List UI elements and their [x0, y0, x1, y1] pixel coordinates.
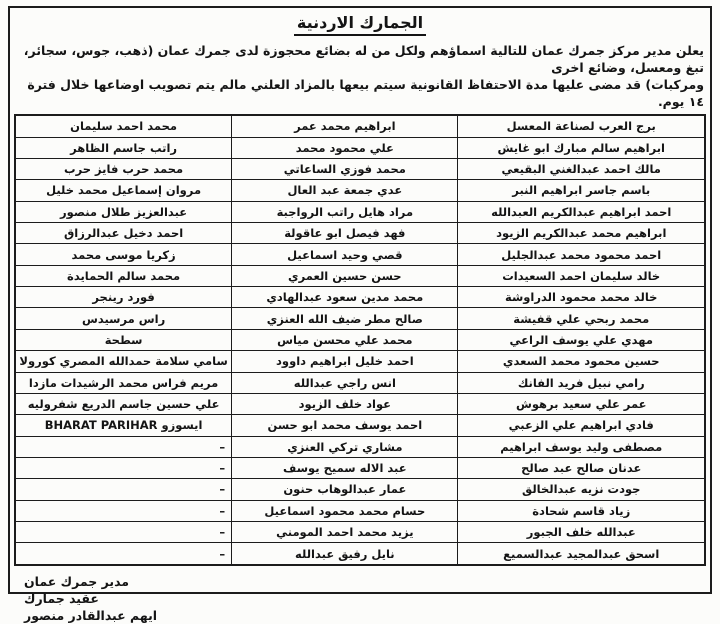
name-cell: – — [15, 543, 232, 565]
name-cell: حسام محمد محمود اسماعيل — [232, 500, 458, 521]
table-row — [15, 329, 705, 350]
title-row — [14, 13, 706, 36]
name-cell: عواد خلف الزيود — [232, 393, 458, 414]
name-cell: حسين محمود محمد السعدي — [458, 351, 705, 372]
table-row — [15, 180, 705, 201]
name-cell: رامي نبيل فريد الفانك — [458, 372, 705, 393]
signature-block — [14, 573, 706, 624]
name-cell: احمد دخيل عبدالرزاق — [15, 223, 232, 244]
table-row — [15, 201, 705, 222]
table-row — [15, 244, 705, 265]
name-cell: جودت نزيه عبدالخالق — [458, 479, 705, 500]
name-cell: – — [15, 457, 232, 478]
name-cell: – — [15, 479, 232, 500]
table-row — [15, 158, 705, 179]
name-cell: – — [15, 522, 232, 543]
name-cell: فهد فيصل ابو عاقولة — [232, 223, 458, 244]
name-cell: فورد رينجر — [15, 287, 232, 308]
name-cell: عمار عبدالوهاب حنون — [232, 479, 458, 500]
table-row — [15, 522, 705, 543]
name-cell: محمد ربحي علي قفيشة — [458, 308, 705, 329]
name-cell: صالح مطر ضيف الله العنزي — [232, 308, 458, 329]
document-border-frame — [8, 6, 712, 623]
intro-paragraph — [14, 42, 706, 110]
name-cell: – — [15, 436, 232, 457]
table-row — [15, 457, 705, 478]
name-cell: مروان إسماعيل محمد خليل — [15, 180, 232, 201]
name-cell: اسحق عبدالمجيد عبدالسميع — [458, 543, 705, 565]
name-cell: محمد سالم الحمايدة — [15, 265, 232, 286]
table-row — [15, 372, 705, 393]
table-row — [15, 287, 705, 308]
table-row — [15, 415, 705, 436]
name-cell: محمد فوزي الساعاتي — [232, 158, 458, 179]
name-cell: علي حسين جاسم الدريع شفروليه — [15, 393, 232, 414]
name-cell: مصطفى وليد يوسف ابراهيم — [458, 436, 705, 457]
table-row — [15, 479, 705, 500]
name-cell: احمد خليل ابراهيم داوود — [232, 351, 458, 372]
intro-line-1: يعلن مدير مركز جمرك عمان للتالية اسماؤهم ولكل من له بضائع محجوزة لدى جمرك عمان (ذهب، جوس، سجائر، تبغ ومعسل، وضائع اخرى — [23, 43, 704, 75]
name-cell: عمر علي سعيد برهوش — [458, 393, 705, 414]
name-cell: عدي جمعة عبد العال — [232, 180, 458, 201]
table-row — [15, 500, 705, 521]
name-cell: – — [15, 500, 232, 521]
name-cell: انس راجي عبدالله — [232, 372, 458, 393]
name-cell: باسم جاسر ابراهيم النبر — [458, 180, 705, 201]
name-cell: سطحة — [15, 329, 232, 350]
name-cell: ايسوزو BHARAT PARIHAR — [15, 415, 232, 436]
name-cell: محمد مدين سعود عبدالهادي — [232, 287, 458, 308]
name-cell: عبدالله خلف الجبور — [458, 522, 705, 543]
signature-name: ايهم عبدالقادر منصور — [24, 608, 158, 623]
name-cell: علي محمود محمد — [232, 137, 458, 158]
name-cell: احمد محمود محمد عبدالجليل — [458, 244, 705, 265]
names-table — [14, 114, 706, 566]
name-cell: مهدي علي يوسف الراعي — [458, 329, 705, 350]
page-title: الجمارك الاردنية — [294, 13, 426, 36]
name-cell: مالك احمد عبدالغني البقيعي — [458, 158, 705, 179]
table-row — [15, 308, 705, 329]
name-cell: نايل رفيق عبدالله — [232, 543, 458, 565]
name-cell: احمد ابراهيم عبدالكريم العبدالله — [458, 201, 705, 222]
name-cell: عدنان صالح عبد صالح — [458, 457, 705, 478]
table-row — [15, 543, 705, 565]
name-cell: راتب جاسم الظاهر — [15, 137, 232, 158]
name-cell: برج العرب لصناعة المعسل — [458, 115, 705, 137]
signature-title: مدير جمرك عمان — [24, 574, 130, 589]
table-row — [15, 137, 705, 158]
name-cell: قصي وحيد اسماعيل — [232, 244, 458, 265]
name-cell: مشاري تركي العنزي — [232, 436, 458, 457]
signature-rank: عقيد جمارك — [24, 591, 99, 606]
name-cell: مراد هايل راتب الرواجبة — [232, 201, 458, 222]
table-row — [15, 436, 705, 457]
name-cell: ابراهيم محمد عمر — [232, 115, 458, 137]
name-cell: مريم فراس محمد الرشيدات مازدا — [15, 372, 232, 393]
name-cell: ابراهيم سالم مبارك ابو غايش — [458, 137, 705, 158]
name-cell: احمد يوسف محمد ابو حسن — [232, 415, 458, 436]
name-cell: خالد سليمان احمد السعيدات — [458, 265, 705, 286]
intro-line-2: ومركبات) قد مضى عليها مدة الاحتفاظ القانونية سيتم بيعها بالمزاد العلني مالم يتم تصويب اوضاعها خلال فترة ١٤ يوم. — [27, 77, 704, 109]
table-row — [15, 115, 705, 137]
name-cell: محمد حرب فايز حرب — [15, 158, 232, 179]
names-table-body — [15, 115, 705, 565]
name-cell: فادي ابراهيم علي الزعبي — [458, 415, 705, 436]
table-row — [15, 393, 705, 414]
name-cell: عبدالعزيز طلال منصور — [15, 201, 232, 222]
table-row — [15, 265, 705, 286]
name-cell: ابراهيم محمد عبدالكريم الزيود — [458, 223, 705, 244]
name-cell: يزيد محمد احمد المومني — [232, 522, 458, 543]
name-cell: خالد محمد محمود الدراوشة — [458, 287, 705, 308]
name-cell: محمد احمد سليمان — [15, 115, 232, 137]
table-row — [15, 223, 705, 244]
name-cell: حسن حسين العمري — [232, 265, 458, 286]
name-cell: محمد علي محسن مياس — [232, 329, 458, 350]
name-cell: زكريا موسى محمد — [15, 244, 232, 265]
name-cell: سامي سلامة حمدالله المصري كورولا — [15, 351, 232, 372]
name-cell: زياد قاسم شحادة — [458, 500, 705, 521]
name-cell: راس مرسيدس — [15, 308, 232, 329]
table-row — [15, 351, 705, 372]
name-cell: عبد الاله سميح يوسف — [232, 457, 458, 478]
